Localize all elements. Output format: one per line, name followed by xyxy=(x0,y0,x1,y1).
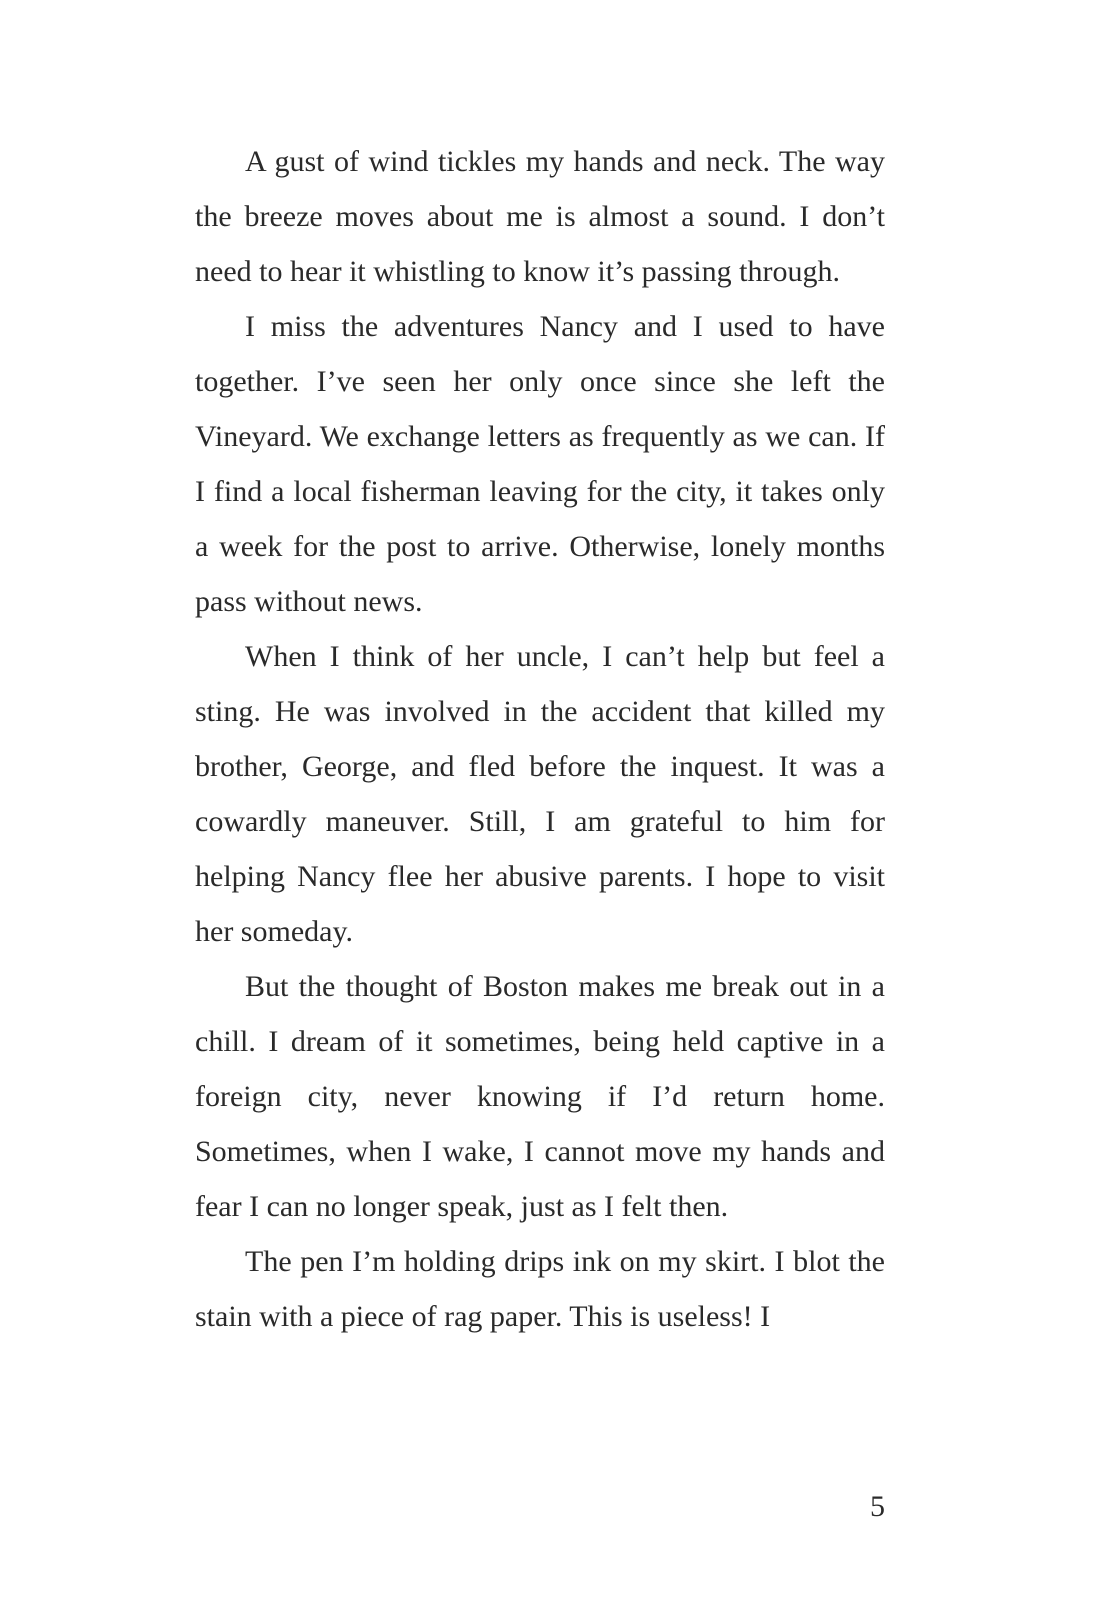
paragraph-3: When I think of her uncle, I can’t help but feel a sting. He was involved in the accident that killed my brother, George, and fled before the inquest. It was a cowardly maneuver. Still, I am grateful to him for helping Nancy flee her abusive parents. I hope to visit her someday. xyxy=(195,640,885,948)
paragraph-1: A gust of wind tickles my hands and neck. The way the breeze moves about me is almost a sound. I don’t need to hear it whistling to know it’s passing through. xyxy=(195,145,885,288)
paragraph-5: The pen I’m holding drips ink on my skirt. I blot the stain with a piece of rag paper. This is useless! I xyxy=(195,1245,885,1333)
page-number: 5 xyxy=(870,1490,885,1523)
paragraph-4: But the thought of Boston makes me break out in a chill. I dream of it sometimes, being held captive in a foreign city, never knowing if I’d return home. Sometimes, when I wake, I cannot move my hands and fear I can no longer speak, just as I felt then. xyxy=(195,970,885,1223)
paragraph-2: I miss the adventures Nancy and I used to have together. I’ve seen her only once since she left the Vineyard. We exchange letters as frequently as we can. If I find a local fisherman leaving for the city, it takes only a week for the post to arrive. Otherwise, lonely months pass without news. xyxy=(195,310,885,618)
body-text xyxy=(195,134,885,1344)
